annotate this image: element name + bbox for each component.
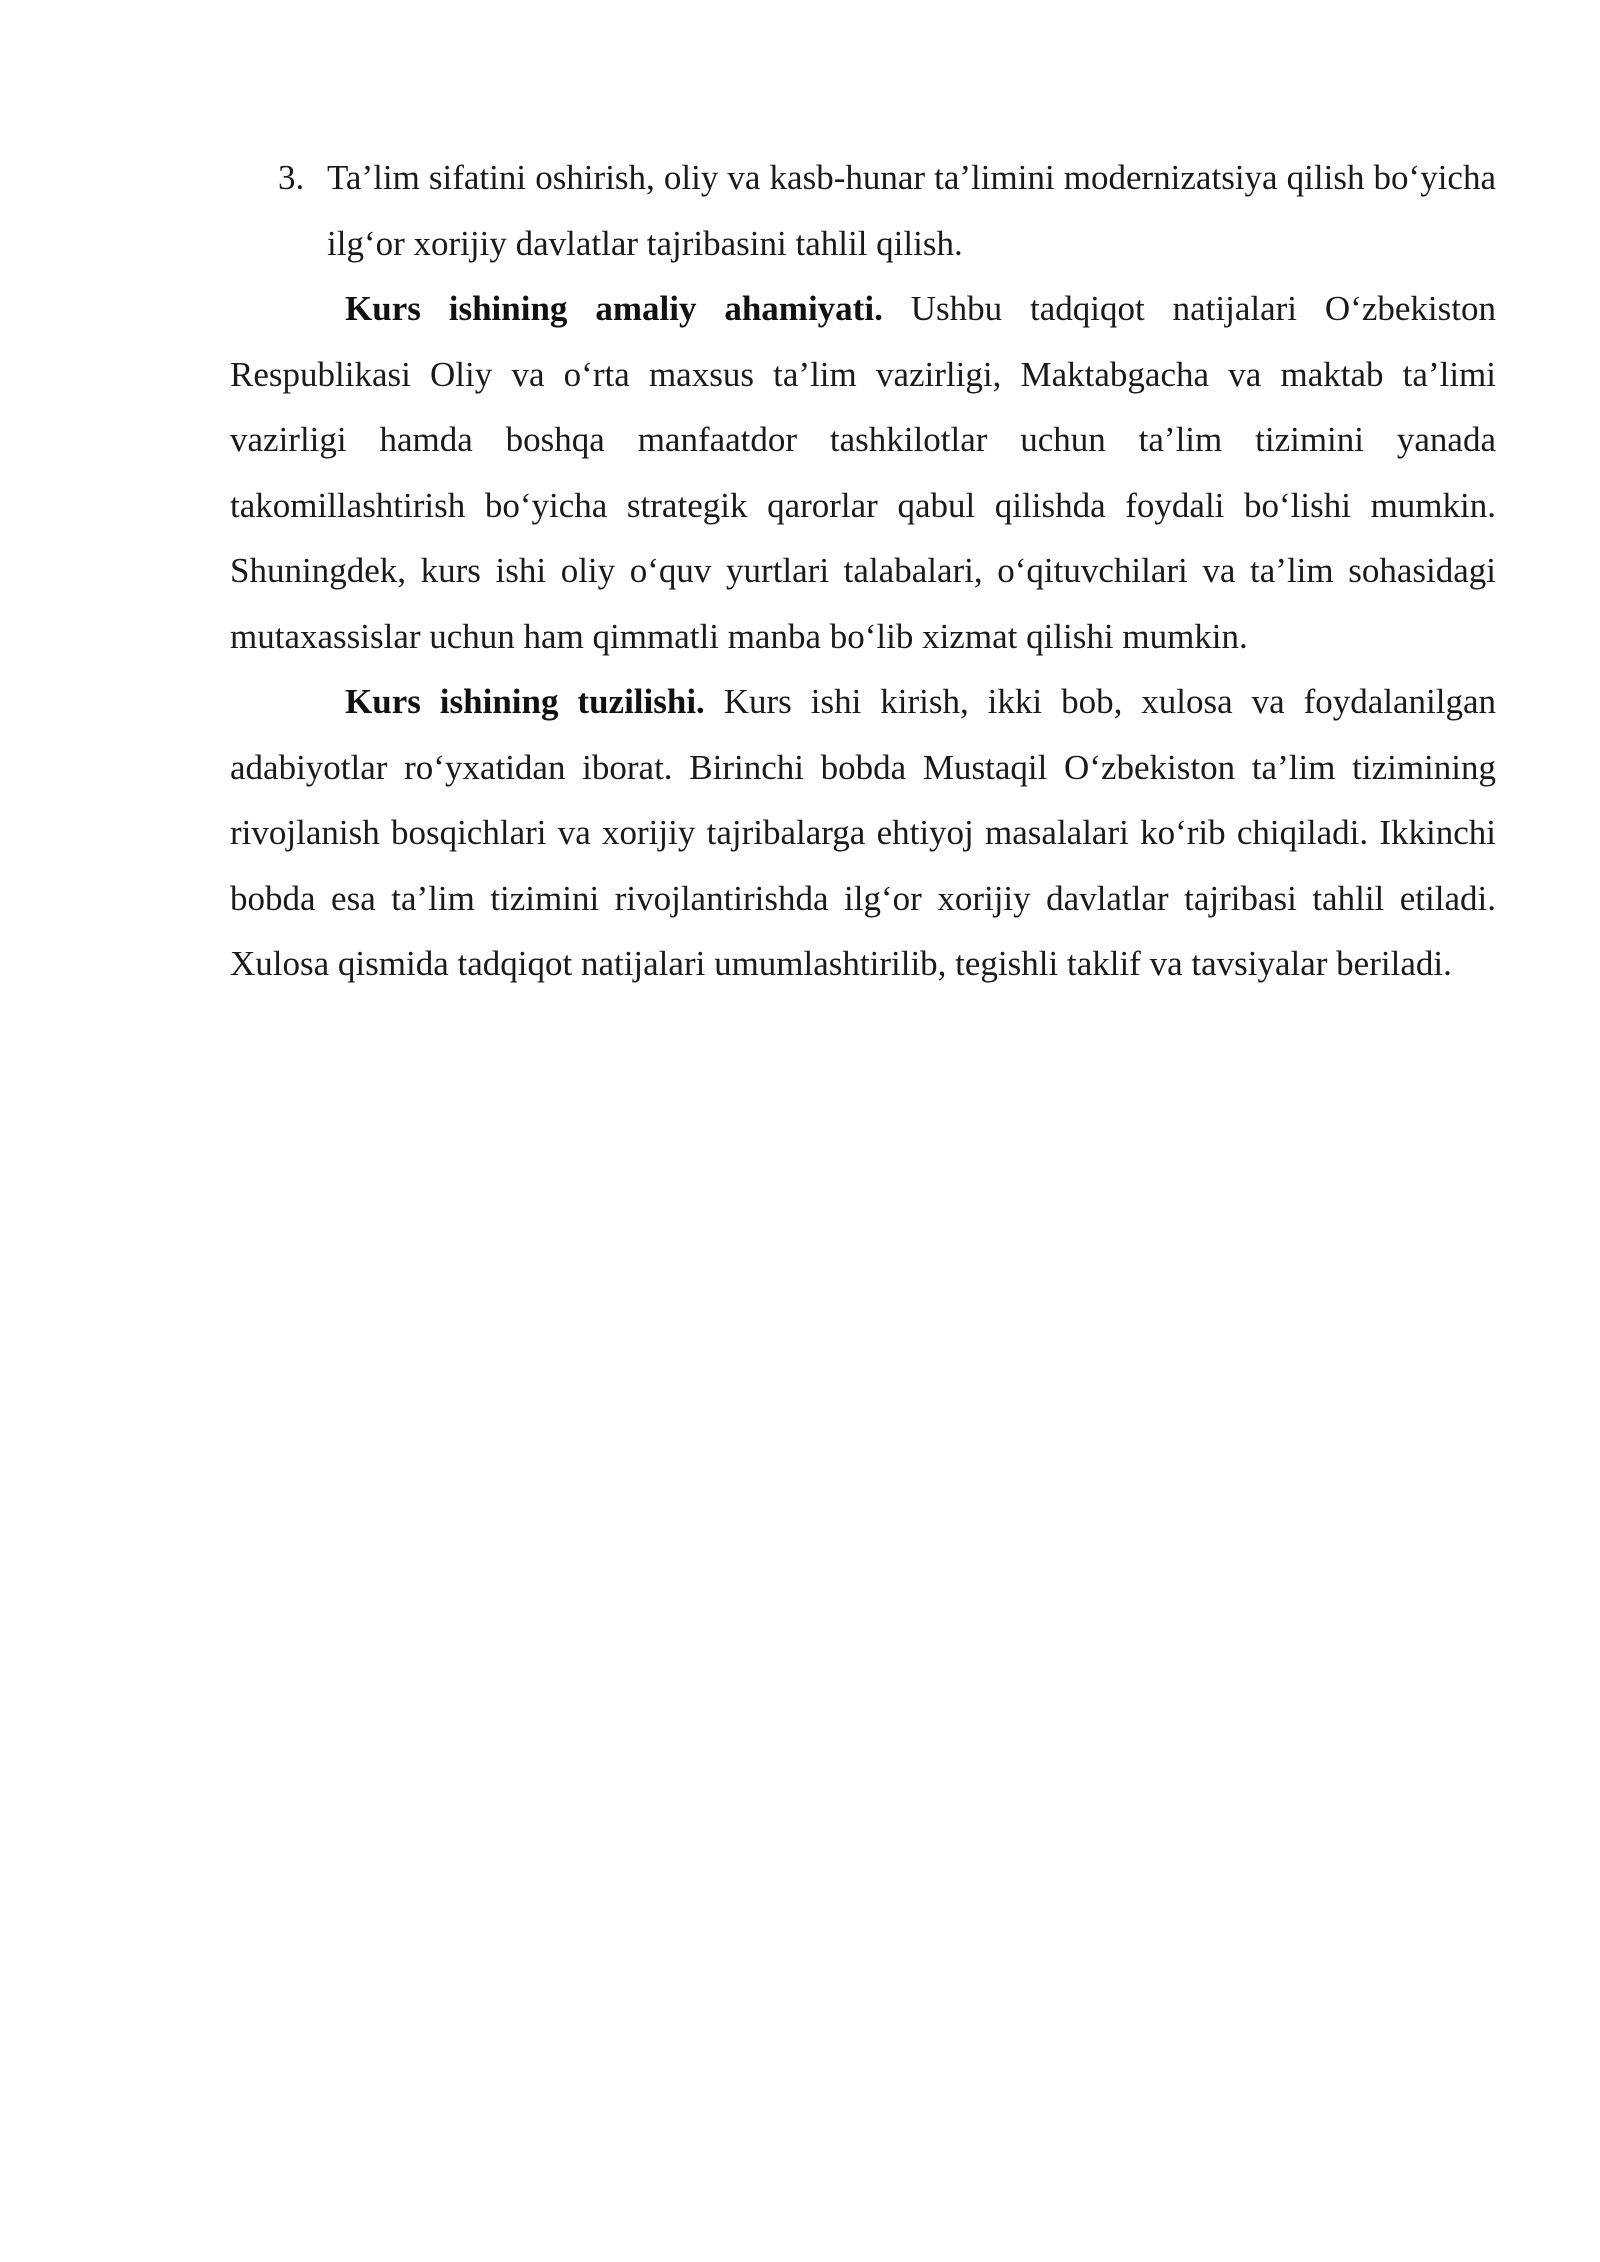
structure-paragraph — [230, 669, 1496, 997]
document-body — [230, 145, 1496, 997]
structure-text: Kurs ishi kirish, ikki bob, xulosa va foydalanilgan adabiyotlar ro‘yxatidan iborat. Birinchi bobda Mustaqil O‘zbekiston ta’lim tizimining rivojlanish bosqichlari va xorijiy tajribalarga ehtiyoj masalalari ko‘rib chiqiladi. Ikkinchi bobda esa ta’lim tizimini rivojlantirishda ilg‘or xorijiy davlatlar tajribasi tahlil etiladi. Xulosa qismida tadqiqot natijalari umumlashtirilib, tegishli taklif va tavsiyalar beriladi. — [230, 682, 1497, 983]
practical-significance-text: Ushbu tadqiqot natijalari O‘zbekiston Respublikasi Oliy va o‘rta maxsus ta’lim vazirligi, Maktabgacha va maktab ta’limi vazirligi hamda boshqa manfaatdor tashkilotlar uchun ta’lim tizimini yanada takomillashtirish bo‘yicha strategik qarorlar qabul qilishda foydali bo‘lishi mumkin. Shuningdek, kurs ishi oliy o‘quv yurtlari talabalari, o‘qituvchilari va ta’lim sohasidagi mutaxassislar uchun ham qimmatli manba bo‘lib xizmat qilishi mumkin. — [230, 289, 1496, 656]
list-item-text: Ta’lim sifatini oshirish, oliy va kasb-hunar ta’limini modernizatsiya qilish bo‘yicha ilg‘or xorijiy davlatlar tajribasini tahlil qilish. — [327, 158, 1496, 263]
list-item — [230, 145, 1496, 276]
structure-heading: Kurs ishining tuzilishi. — [345, 682, 705, 721]
practical-significance-paragraph — [230, 276, 1496, 669]
practical-significance-heading: Kurs ishining amaliy ahamiyati. — [345, 289, 883, 328]
list-item-number: 3. — [278, 158, 305, 197]
